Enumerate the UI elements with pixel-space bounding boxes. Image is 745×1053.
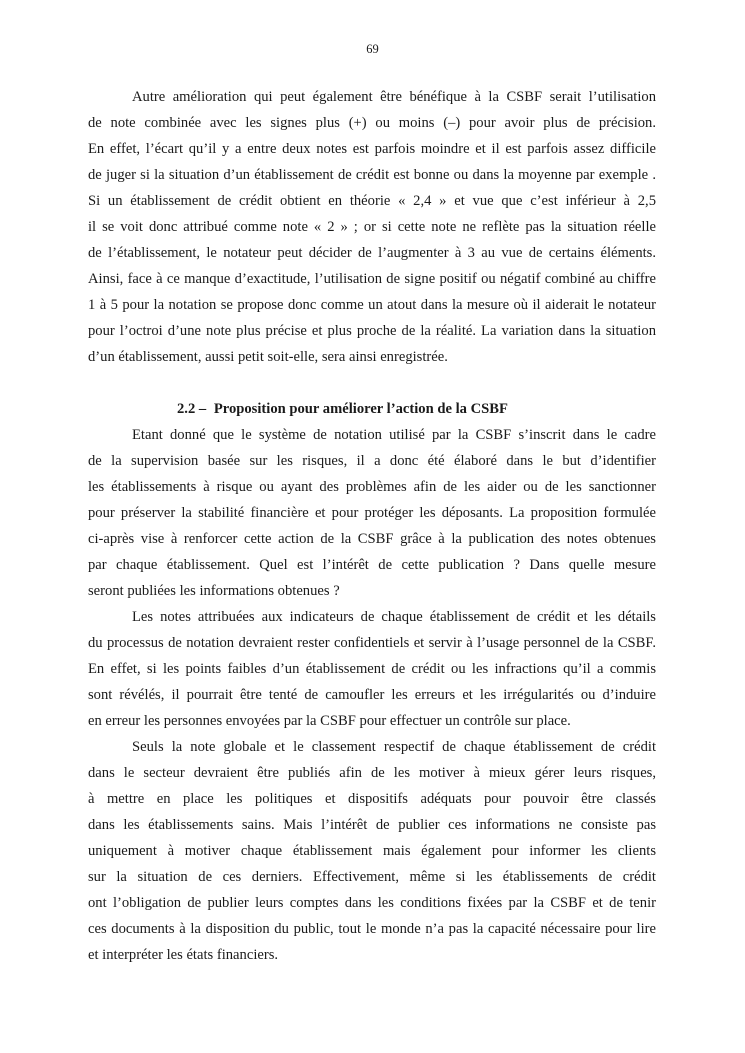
text-line: à mettre en place les politiques et dispositifs adéquats pour pouvoir être classés <box>88 791 656 807</box>
text-line: il se voit donc attribué comme note « 2 » ; or si cette note ne reflète pas la situation réelle <box>88 219 656 235</box>
text-line: Les notes attribuées aux indicateurs de chaque établissement de crédit et les détails <box>132 609 656 625</box>
text-line: En effet, l’écart qu’il y a entre deux notes est parfois moindre et il est parfois assez difficile <box>88 141 656 157</box>
text-line: Etant donné que le système de notation utilisé par la CSBF s’inscrit dans le cadre <box>132 427 656 443</box>
text-line: de l’établissement, le notateur peut décider de l’augmenter à 3 au vue de certains éléments. <box>88 245 656 261</box>
text-line: 1 à 5 pour la notation se propose donc comme un atout dans la mesure où il aiderait le notateur <box>88 297 656 313</box>
text-line: les établissements à risque ou ayant des problèmes afin de les aider ou de les sanctionner <box>88 479 656 495</box>
text-line: Ainsi, face à ce manque d’exactitude, l’utilisation de signe positif ou négatif combiné au chiffre <box>88 271 656 287</box>
text-line: Si un établissement de crédit obtient en théorie « 2,4 » et vue que c’est inférieur à 2,5 <box>88 193 656 209</box>
text-line: ci-après vise à renforcer cette action de la CSBF grâce à la publication des notes obtenues <box>88 531 656 547</box>
paragraph-1 <box>88 422 656 604</box>
text-line: En effet, si les points faibles d’un établissement de crédit ou les infractions qu’il a commis <box>88 661 656 677</box>
section-number: 2.2 – <box>177 401 207 417</box>
text-line: sont révélés, il pourrait être tenté de camoufler les erreurs et les irrégularités ou d’induire <box>88 687 656 703</box>
text-line: Seuls la note globale et le classement respectif de chaque établissement de crédit <box>132 739 656 755</box>
text-line: pour préserver la stabilité financière et pour protéger les déposants. La proposition formulée <box>88 505 656 521</box>
spacer <box>88 370 656 396</box>
section-heading <box>88 396 656 422</box>
text-line: dans les établissements sains. Mais l’intérêt de publier ces informations ne consiste pas <box>88 817 656 833</box>
text-line: de note combinée avec les signes plus (+) ou moins (–) pour avoir plus de précision. <box>88 115 656 131</box>
text-line: et interpréter les états financiers. <box>88 947 279 963</box>
text-line: Autre amélioration qui peut également être bénéfique à la CSBF serait l’utilisation <box>132 89 656 105</box>
text-line: du processus de notation devraient rester confidentiels et servir à l’usage personnel de la CSBF. <box>88 635 656 651</box>
text-line: dans le secteur devraient être publiés afin de les motiver à mieux gérer leurs risques, <box>88 765 656 781</box>
text-line: seront publiées les informations obtenues ? <box>88 583 340 599</box>
paragraph-2 <box>88 604 656 734</box>
text-line: de juger si la situation d’un établissement de crédit est bonne ou dans la moyenne par exemple . <box>88 167 656 183</box>
text-line: en erreur les personnes envoyées par la CSBF pour effectuer un contrôle sur place. <box>88 713 571 729</box>
section-title: Proposition pour améliorer l’action de la CSBF <box>213 401 508 417</box>
page-number: 69 <box>366 42 379 56</box>
text-line: ont l’obligation de publier leurs comptes dans les conditions fixées par la CSBF et de tenir <box>88 895 656 911</box>
text-line: ces documents à la disposition du public, tout le monde n’a pas la capacité nécessaire pour lire <box>88 921 656 937</box>
text-line: uniquement à motiver chaque établissement mais également pour informer les clients <box>88 843 656 859</box>
text-line: pour l’octroi d’une note plus précise et plus proche de la réalité. La variation dans la situation <box>88 323 656 339</box>
paragraph-3 <box>88 734 656 968</box>
intro-paragraph <box>88 84 656 370</box>
text-line: sur la situation de ces derniers. Effectivement, même si les établissements de crédit <box>88 869 656 885</box>
text-line: de la supervision basée sur les risques, il a donc été élaboré dans le but d’identifier <box>88 453 656 469</box>
text-line: d’un établissement, aussi petit soit-elle, sera ainsi enregistrée. <box>88 349 448 365</box>
document-body <box>88 84 656 968</box>
text-line: par chaque établissement. Quel est l’intérêt de cette publication ? Dans quelle mesure <box>88 557 656 573</box>
